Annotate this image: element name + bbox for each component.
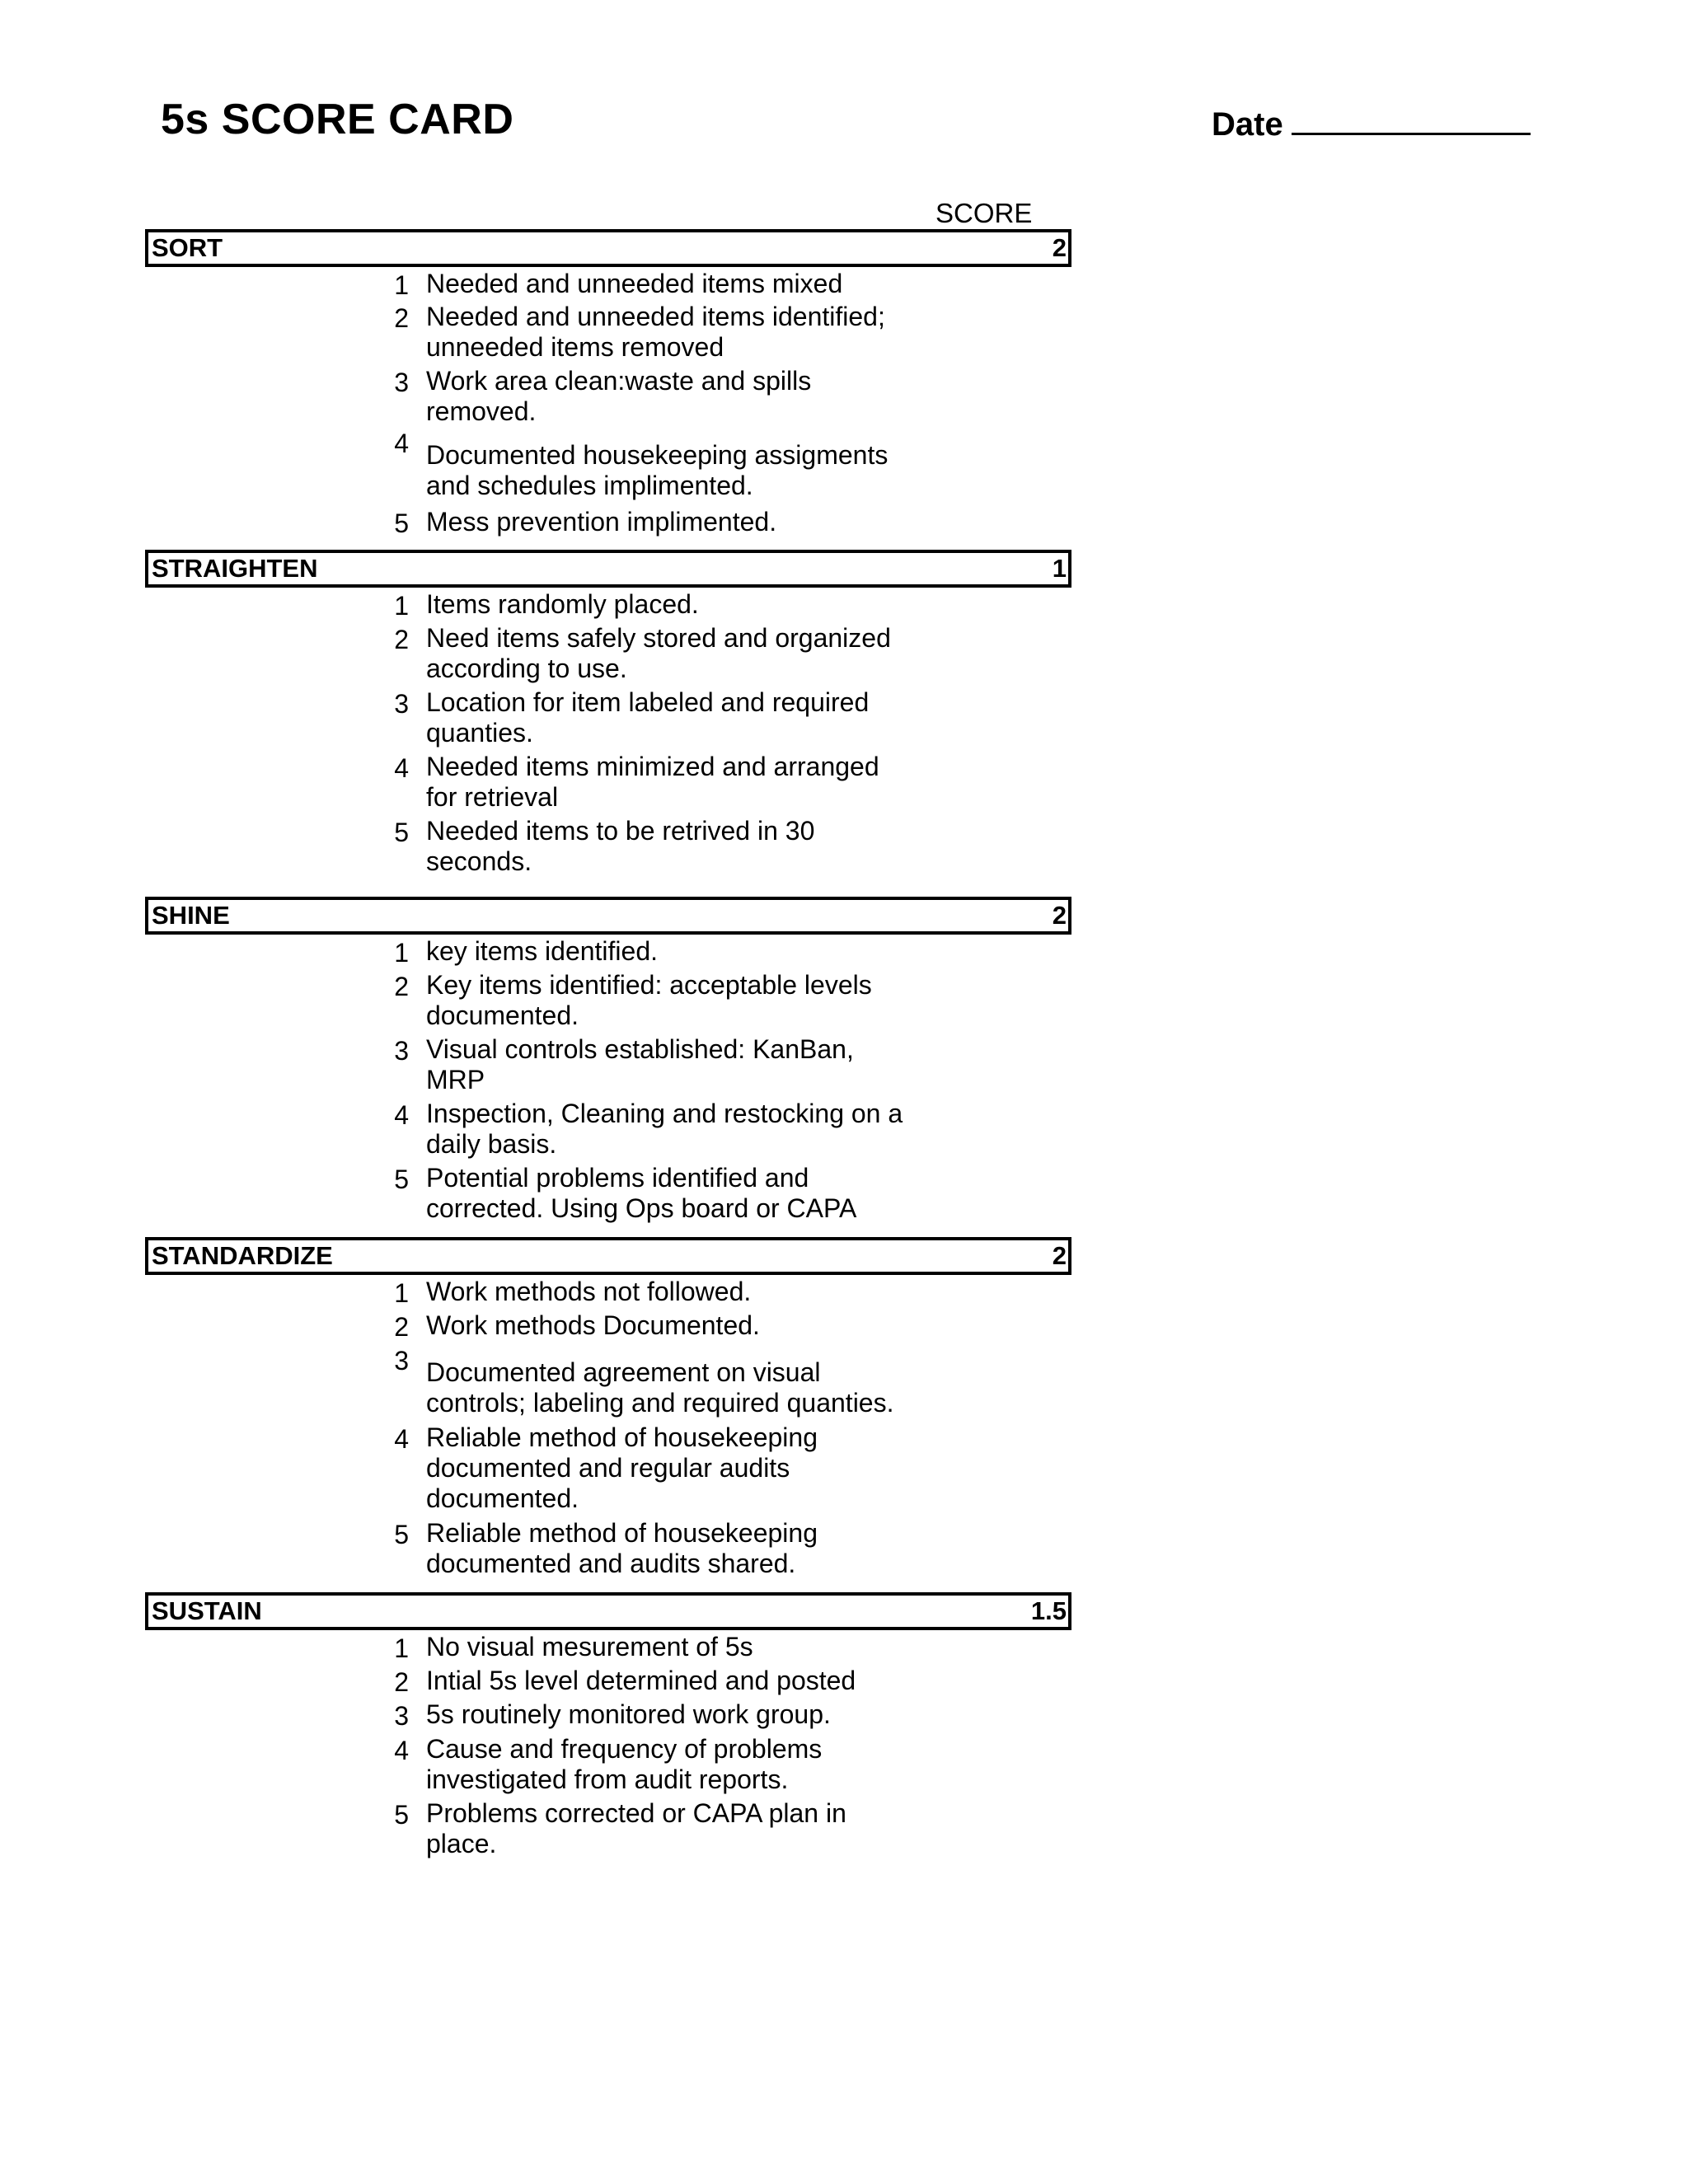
criteria-number: 3 [394, 1701, 409, 1731]
criteria-number: 3 [394, 1036, 409, 1066]
criteria-number: 5 [394, 818, 409, 847]
criteria-number: 4 [394, 1424, 409, 1454]
criteria-number: 1 [394, 1633, 409, 1663]
section-header-bar [145, 1237, 1071, 1275]
criteria-number: 4 [394, 1100, 409, 1130]
section-score: 2 [1052, 901, 1067, 930]
criteria-text: Needed and unneeded items identified; unneeded items removed [426, 302, 885, 362]
section-shine [145, 897, 1071, 1223]
criteria-text: Inspection, Cleaning and restocking on a daily basis. [426, 1099, 903, 1159]
criteria-text: Reliable method of housekeeping documented and regular audits documented. [426, 1422, 818, 1513]
section-header-bar [145, 229, 1071, 267]
section-sustain [145, 1592, 1071, 1858]
section-name: SUSTAIN [152, 1596, 262, 1625]
criteria-text: Items randomly placed. [426, 589, 699, 619]
criteria-text: Work methods Documented. [426, 1310, 760, 1340]
criteria-number: 2 [394, 1667, 409, 1697]
criteria-number: 1 [394, 1278, 409, 1308]
criteria-text: Reliable method of housekeeping documented and audits shared. [426, 1518, 818, 1578]
criteria-text: Work area clean:waste and spills removed. [426, 366, 812, 426]
criteria-text: Mess prevention implimented. [426, 507, 777, 537]
section-header-bar [145, 897, 1071, 935]
date-blank-line[interactable] [1292, 103, 1531, 135]
criteria-number: 3 [394, 368, 409, 397]
criteria-text: Documented housekeeping assigments and schedules implimented. [426, 440, 889, 500]
criteria-text: Problems corrected or CAPA plan in place. [426, 1798, 846, 1858]
criteria-text: Cause and frequency of problems investigated from audit reports. [426, 1734, 823, 1794]
criteria-number: 5 [394, 1520, 409, 1549]
section-score: 2 [1052, 233, 1067, 262]
criteria-number: 1 [394, 270, 409, 300]
criteria-text: Needed and unneeded items mixed [426, 269, 843, 298]
criteria-text: Visual controls established: KanBan, MRP [426, 1034, 854, 1094]
criteria-text: Work methods not followed. [426, 1277, 752, 1306]
criteria-text: Need items safely stored and organized according to use. [426, 623, 891, 683]
criteria-number: 1 [394, 591, 409, 621]
section-score: 1 [1052, 554, 1067, 583]
criteria-text: Key items identified: acceptable levels documented. [426, 970, 872, 1030]
page-title: 5s SCORE CARD [161, 96, 514, 143]
criteria-text: Intial 5s level determined and posted [426, 1666, 856, 1695]
section-score: 1.5 [1030, 1596, 1067, 1625]
section-straighten [145, 550, 1071, 876]
criteria-number: 2 [394, 972, 409, 1001]
criteria-text: No visual mesurement of 5s [426, 1632, 753, 1661]
criteria-text: 5s routinely monitored work group. [426, 1699, 831, 1729]
criteria-text: Needed items minimized and arranged for retrieval [426, 752, 879, 812]
criteria-number: 2 [394, 625, 409, 654]
section-standardize [145, 1237, 1071, 1578]
criteria-text: Documented agreement on visual controls; labeling and required quanties. [426, 1357, 894, 1418]
criteria-text: Potential problems identified and corrected. Using Ops board or CAPA [426, 1163, 857, 1223]
criteria-number: 4 [394, 1736, 409, 1765]
criteria-number: 5 [394, 509, 409, 538]
criteria-text: Needed items to be retrived in 30 seconds. [426, 816, 815, 876]
criteria-number: 5 [394, 1165, 409, 1194]
criteria-text: Location for item labeled and required quanties. [426, 687, 870, 748]
score-column-header: SCORE [935, 198, 1033, 228]
section-name: SORT [152, 233, 223, 262]
criteria-number: 3 [394, 689, 409, 719]
section-header-bar [145, 550, 1071, 588]
section-header-bar [145, 1592, 1071, 1630]
criteria-number: 2 [394, 303, 409, 333]
criteria-number: 3 [394, 1346, 409, 1376]
criteria-text: key items identified. [426, 936, 659, 966]
section-score: 2 [1052, 1241, 1067, 1270]
section-name: SHINE [152, 901, 230, 930]
criteria-number: 4 [394, 429, 409, 458]
section-sort [145, 229, 1071, 538]
criteria-number: 1 [394, 938, 409, 968]
criteria-number: 5 [394, 1800, 409, 1830]
criteria-number: 4 [394, 753, 409, 783]
date-label: Date [1212, 106, 1283, 143]
criteria-number: 2 [394, 1312, 409, 1342]
section-name: STANDARDIZE [152, 1241, 333, 1270]
date-field[interactable] [1212, 103, 1531, 143]
section-name: STRAIGHTEN [152, 554, 318, 583]
